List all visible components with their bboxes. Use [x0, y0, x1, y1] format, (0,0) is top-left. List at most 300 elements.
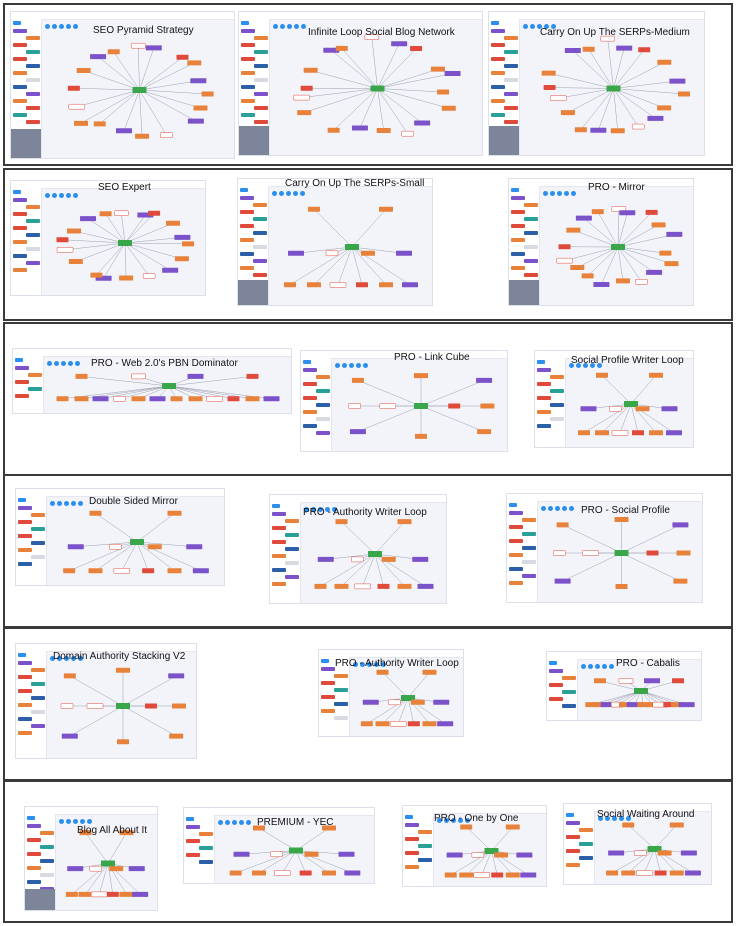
tier-node — [182, 241, 194, 246]
link-line — [622, 525, 681, 553]
tier-node — [565, 48, 581, 53]
tier-node — [132, 374, 146, 379]
tier-node — [655, 871, 667, 876]
money-site-node — [368, 551, 382, 557]
tier-node — [414, 120, 430, 125]
tier-node — [91, 892, 107, 897]
tier-node — [146, 45, 162, 50]
tier-node — [644, 678, 660, 683]
tier-node — [228, 396, 240, 401]
tier-node — [402, 282, 418, 287]
tier-node — [555, 579, 571, 584]
tier-node — [658, 851, 672, 856]
link-line — [378, 89, 384, 131]
money-site-node — [371, 86, 385, 92]
tier-node — [307, 282, 321, 287]
tier-node — [89, 568, 103, 573]
tier-node — [635, 279, 647, 284]
link-line — [550, 88, 614, 89]
strategy-thumbnail[interactable] — [508, 178, 694, 306]
tier-node — [594, 678, 606, 683]
money-site-node — [118, 240, 132, 246]
tier-node — [132, 892, 148, 897]
tier-node — [94, 121, 106, 126]
money-site-node — [130, 539, 144, 545]
link-line — [618, 225, 659, 247]
tier-node — [608, 851, 624, 856]
money-site-node — [116, 703, 130, 709]
tier-node — [415, 434, 427, 439]
tier-node — [330, 282, 346, 287]
link-line — [581, 89, 614, 130]
money-site-node — [133, 87, 147, 93]
tier-node — [187, 60, 201, 65]
tier-node — [649, 430, 663, 435]
tier-node — [619, 678, 633, 683]
link-line — [614, 89, 618, 131]
tier-node — [544, 85, 556, 90]
strategy-title: PRO - Authority Writer Loop — [303, 507, 427, 518]
tier-node — [542, 71, 556, 76]
tier-node — [69, 104, 85, 109]
link-line — [88, 219, 125, 243]
tier-node — [57, 396, 69, 401]
tier-node — [116, 668, 130, 673]
link-line — [137, 513, 175, 542]
link-line — [358, 406, 421, 432]
link-line — [140, 90, 143, 136]
link-line — [584, 218, 618, 247]
tier-node — [437, 90, 449, 95]
tier-node — [480, 404, 494, 409]
link-line — [655, 825, 677, 849]
tier-node — [616, 46, 632, 51]
tier-node — [67, 228, 81, 233]
tier-node — [148, 211, 160, 216]
tier-node — [114, 396, 126, 401]
tier-node — [634, 851, 646, 856]
tier-node — [379, 207, 393, 212]
tier-node — [293, 95, 309, 100]
link-line — [98, 57, 139, 90]
tier-node — [557, 258, 573, 263]
link-line — [563, 525, 622, 553]
tier-node — [109, 544, 121, 549]
tier-node — [615, 517, 629, 522]
tier-node — [672, 522, 688, 527]
link-line — [82, 376, 170, 386]
tier-node — [647, 551, 659, 556]
tier-node — [131, 43, 145, 48]
tier-node — [68, 86, 80, 91]
link-line — [104, 243, 125, 278]
link-line — [125, 237, 182, 243]
tier-node — [132, 396, 146, 401]
tier-node — [304, 68, 318, 73]
link-line — [125, 243, 188, 244]
tier-node — [247, 374, 259, 379]
tier-node — [162, 268, 178, 273]
link-line — [123, 676, 176, 706]
tier-node — [664, 261, 678, 266]
link-line — [314, 209, 352, 247]
tier-node — [382, 557, 396, 562]
strategy-title: PRO - Social Profile — [581, 505, 670, 516]
tier-node — [595, 430, 609, 435]
tier-node — [593, 282, 609, 287]
tier-node — [305, 852, 319, 857]
tier-node — [632, 124, 644, 129]
tier-node — [352, 378, 364, 383]
link-line — [358, 380, 421, 406]
network-diagram — [25, 807, 157, 910]
link-line — [378, 89, 408, 134]
tier-node — [506, 873, 520, 878]
tier-node — [398, 584, 412, 589]
link-line — [138, 46, 139, 90]
tier-node — [550, 96, 566, 101]
tier-node — [559, 244, 571, 249]
tier-node — [506, 825, 520, 830]
tier-node — [491, 873, 503, 878]
tier-node — [326, 251, 338, 256]
tier-node — [583, 47, 595, 52]
tier-node — [288, 251, 304, 256]
tier-node — [583, 551, 599, 556]
link-line — [122, 542, 137, 571]
tier-node — [619, 210, 635, 215]
link-line — [558, 89, 613, 99]
tier-node — [666, 430, 682, 435]
tier-node — [336, 519, 348, 524]
strategy-title: SEO Pyramid Strategy — [93, 25, 194, 36]
network-diagram — [238, 179, 432, 305]
tier-node — [87, 704, 103, 709]
link-line — [296, 828, 329, 851]
tier-node — [119, 275, 133, 280]
link-line — [614, 89, 665, 108]
tier-node — [344, 871, 360, 876]
tier-node — [274, 871, 290, 876]
link-line — [383, 672, 409, 698]
tier-node — [611, 128, 625, 133]
tier-node — [142, 568, 154, 573]
tier-node — [100, 211, 112, 216]
link-line — [378, 74, 453, 89]
tier-node — [166, 221, 180, 226]
network-diagram — [509, 179, 693, 305]
tier-node — [681, 851, 697, 856]
link-line — [108, 833, 127, 864]
tier-node — [590, 128, 606, 133]
tier-node — [77, 68, 91, 73]
tier-node — [666, 232, 682, 237]
link-line — [74, 88, 140, 90]
tier-node — [135, 134, 149, 139]
tier-node — [377, 670, 389, 675]
strategy-row-4 — [3, 474, 733, 628]
link-line — [70, 706, 123, 736]
tier-node — [335, 584, 349, 589]
tier-node — [264, 396, 280, 401]
tier-node — [246, 396, 260, 401]
link-line — [125, 243, 126, 278]
tier-node — [402, 131, 414, 136]
tier-node — [114, 211, 128, 216]
link-line — [628, 825, 654, 849]
tier-node — [349, 404, 361, 409]
tier-node — [202, 92, 214, 97]
tier-node — [379, 282, 393, 287]
tier-node — [74, 121, 88, 126]
tier-node — [168, 568, 182, 573]
link-line — [123, 706, 176, 736]
tier-node — [621, 871, 635, 876]
tier-node — [391, 41, 407, 46]
network-diagram — [11, 181, 205, 295]
tier-node — [570, 265, 584, 270]
link-line — [568, 89, 614, 113]
strategy-title: Carry On Up The SERPs-Medium — [540, 27, 690, 38]
tier-node — [554, 551, 566, 556]
tier-node — [575, 127, 587, 132]
link-line — [125, 213, 154, 243]
link-line — [598, 89, 613, 131]
tier-node — [659, 251, 671, 256]
link-line — [140, 48, 154, 90]
tier-node — [150, 396, 166, 401]
tier-node — [361, 251, 375, 256]
link-line — [614, 81, 678, 88]
link-line — [618, 247, 623, 281]
tier-node — [108, 49, 120, 54]
link-line — [363, 554, 376, 586]
link-line — [140, 57, 183, 90]
tier-node — [520, 873, 536, 878]
tier-node — [186, 544, 202, 549]
link-line — [601, 247, 618, 285]
tier-node — [685, 871, 701, 876]
tier-node — [472, 853, 484, 858]
tier-node — [148, 544, 162, 549]
tier-node — [168, 673, 184, 678]
tier-node — [109, 866, 123, 871]
money-site-node — [611, 244, 625, 250]
tier-node — [188, 119, 204, 124]
tier-node — [189, 396, 203, 401]
strategy-title: Social Waiting Around — [597, 809, 695, 820]
tier-node — [646, 270, 662, 275]
strategy-title: Infinite Loop Social Blog Network — [308, 27, 455, 38]
tier-node — [120, 892, 134, 897]
tier-node — [433, 700, 449, 705]
tier-node — [445, 873, 457, 878]
money-site-node — [414, 403, 428, 409]
link-line — [588, 247, 618, 276]
tier-node — [398, 519, 412, 524]
link-line — [70, 676, 123, 706]
tier-node — [566, 228, 580, 233]
tier-node — [271, 852, 283, 857]
link-line — [614, 89, 656, 119]
money-site-node — [289, 848, 303, 854]
strategy-title: PRO - Mirror — [588, 182, 645, 193]
tier-node — [437, 721, 453, 726]
tier-node — [669, 79, 685, 84]
tier-node — [356, 282, 368, 287]
link-line — [614, 48, 625, 88]
tier-node — [336, 46, 348, 51]
tier-node — [578, 430, 590, 435]
tier-node — [207, 396, 223, 401]
tier-node — [361, 721, 373, 726]
tier-node — [636, 871, 652, 876]
tier-node — [477, 429, 491, 434]
tier-node — [176, 55, 188, 60]
link-line — [372, 37, 378, 88]
strategy-title: PRO - Authority Writer Loop — [335, 658, 459, 669]
link-line — [140, 90, 196, 121]
tier-node — [350, 429, 366, 434]
tier-node — [75, 396, 89, 401]
tier-node — [557, 522, 569, 527]
tier-node — [636, 406, 650, 411]
strategy-title: PRO - One by One — [434, 813, 519, 824]
tier-node — [297, 110, 311, 115]
money-site-node — [607, 86, 621, 92]
link-line — [614, 50, 645, 89]
tier-node — [175, 256, 189, 261]
tier-node — [378, 584, 390, 589]
strategy-title: Double Sided Mirror — [89, 496, 178, 507]
tier-node — [582, 273, 594, 278]
tier-node — [66, 892, 78, 897]
strategy-thumbnail[interactable] — [237, 178, 433, 306]
tier-node — [376, 721, 390, 726]
tier-node — [638, 47, 650, 52]
tier-node — [168, 511, 182, 516]
strategy-row-1 — [3, 3, 733, 166]
money-site-node — [345, 244, 359, 250]
tier-node — [169, 734, 183, 739]
strategy-title: PRO - Link Cube — [394, 352, 470, 363]
tier-node — [561, 110, 575, 115]
strategy-row-3 — [3, 322, 733, 476]
link-line — [338, 247, 352, 285]
link-line — [622, 553, 681, 581]
tier-node — [678, 91, 690, 96]
link-line — [86, 833, 109, 864]
tier-node — [677, 551, 691, 556]
tier-node — [377, 128, 391, 133]
tier-node — [516, 853, 532, 858]
tier-node — [423, 670, 437, 675]
tier-node — [355, 584, 371, 589]
strategy-thumbnail[interactable] — [300, 350, 508, 452]
tier-node — [670, 823, 684, 828]
link-line — [614, 89, 684, 94]
tier-node — [670, 871, 684, 876]
tier-node — [606, 871, 618, 876]
tier-node — [284, 282, 296, 287]
tier-node — [410, 46, 422, 51]
link-line — [114, 52, 140, 90]
tier-node — [93, 396, 109, 401]
tier-node — [414, 373, 428, 378]
link-line — [352, 209, 386, 247]
tier-node — [143, 274, 155, 279]
tier-node — [673, 579, 687, 584]
money-site-node — [615, 550, 629, 556]
tier-node — [646, 210, 658, 215]
tier-node — [230, 871, 242, 876]
tier-node — [90, 866, 102, 871]
tier-node — [388, 700, 400, 705]
tier-node — [80, 216, 96, 221]
tier-node — [445, 71, 461, 76]
tier-node — [315, 584, 327, 589]
tier-node — [494, 853, 508, 858]
tier-node — [171, 396, 183, 401]
strategy-thumbnail[interactable] — [24, 806, 158, 911]
tier-node — [56, 237, 68, 242]
link-line — [360, 89, 378, 128]
tier-node — [652, 222, 666, 227]
link-line — [331, 50, 377, 88]
link-line — [81, 90, 139, 123]
tier-node — [328, 128, 340, 133]
tier-node — [79, 892, 93, 897]
link-line — [125, 243, 149, 276]
strategy-title: PRO - Cabalis — [616, 658, 680, 669]
tier-node — [363, 700, 379, 705]
tier-node — [90, 54, 106, 59]
tier-node — [581, 406, 597, 411]
link-line — [598, 212, 618, 247]
tier-node — [448, 404, 460, 409]
network-diagram — [301, 351, 507, 451]
strategy-row-6 — [3, 780, 733, 923]
link-line — [304, 89, 377, 113]
tier-node — [380, 404, 396, 409]
tier-node — [622, 823, 634, 828]
tier-node — [412, 557, 428, 562]
tier-node — [188, 374, 204, 379]
tier-node — [352, 125, 368, 130]
link-line — [74, 231, 125, 243]
tier-node — [596, 373, 608, 378]
link-line — [124, 90, 140, 131]
strategy-title: Domain Authority Stacking V2 — [53, 651, 186, 662]
tier-node — [193, 568, 209, 573]
link-line — [378, 89, 444, 93]
strategy-thumbnail[interactable] — [10, 180, 206, 296]
tier-node — [57, 247, 73, 252]
tier-node — [418, 584, 434, 589]
money-site-node — [101, 861, 115, 867]
link-line — [421, 380, 484, 406]
link-line — [421, 406, 484, 432]
strategy-row-5 — [3, 627, 733, 781]
link-line — [618, 247, 641, 282]
strategy-row-2 — [3, 168, 733, 321]
link-line — [282, 851, 296, 874]
tier-node — [431, 67, 445, 72]
strategy-title: PRO - Web 2.0's PBN Dominator — [91, 358, 238, 369]
link-line — [259, 828, 296, 851]
tier-node — [61, 704, 73, 709]
tier-node — [234, 852, 250, 857]
